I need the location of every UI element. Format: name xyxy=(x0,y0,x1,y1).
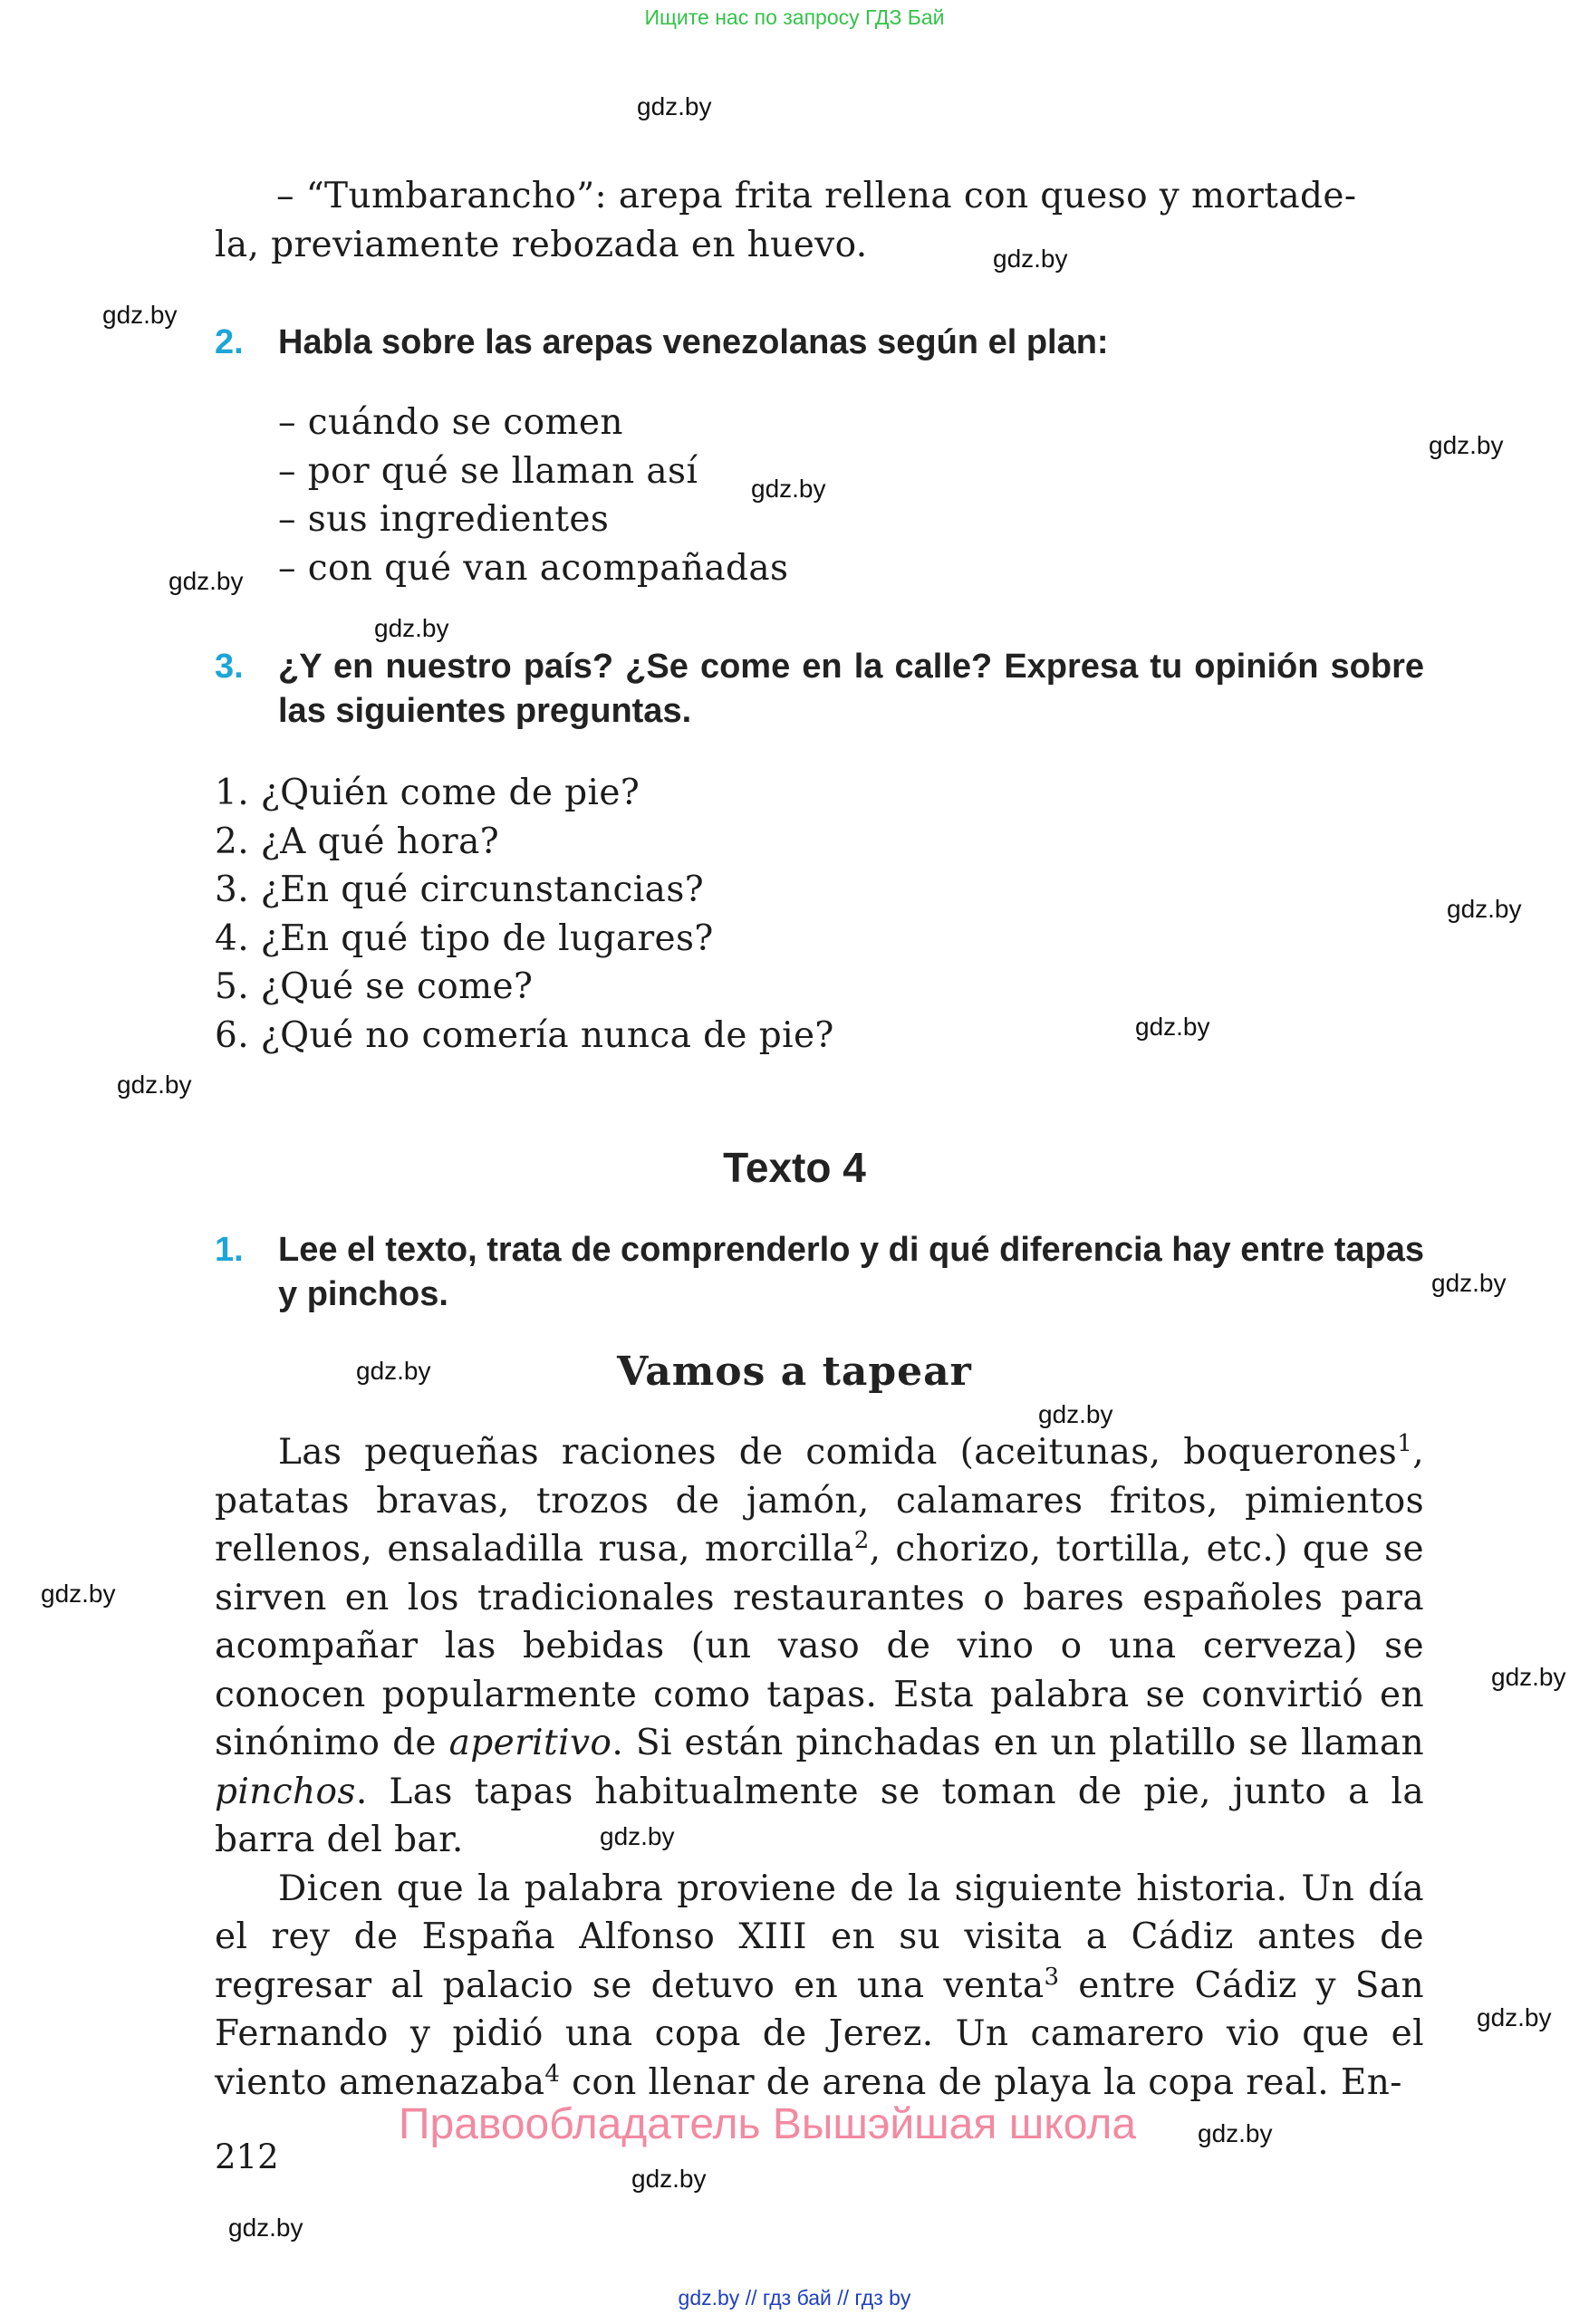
footnote-marker: 1 xyxy=(1397,1430,1413,1457)
task-instruction: Lee el texto, trata de comprenderlo y di qué diferencia hay entre tapas y pinchos. xyxy=(278,1231,1424,1313)
task-number: 3. xyxy=(215,648,244,686)
reading-paragraph xyxy=(215,1865,1424,2108)
footnote-marker: 4 xyxy=(544,2060,561,2088)
footnote-marker: 2 xyxy=(853,1527,870,1554)
watermark: gdz.by xyxy=(356,1357,431,1385)
list-item: 2. ¿A qué hora? xyxy=(215,821,500,862)
watermark: gdz.by xyxy=(228,2214,303,2242)
task-instruction: Habla sobre las arepas venezolanas según el plan: xyxy=(278,323,1109,361)
watermark: gdz.by xyxy=(374,614,449,642)
task-3 xyxy=(215,645,1424,734)
copyright-notice: Правообладатель Вышэйшая школа xyxy=(399,2100,1137,2148)
page-number: 212 xyxy=(215,2137,279,2176)
watermark: gdz.by xyxy=(102,301,178,329)
watermark: gdz.by xyxy=(1429,431,1504,459)
watermark: gdz.by xyxy=(169,567,244,595)
list-item: 5. ¿Qué se come? xyxy=(215,966,534,1007)
list-item: 4. ¿En qué tipo de lugares? xyxy=(215,917,714,959)
intro-text xyxy=(215,172,1424,269)
list-item: – sus ingredientes xyxy=(278,499,610,540)
text-run: entre Cádiz y San Fernando y pidió una copa de Jerez. Un camarero vio que el viento amenazaba xyxy=(215,1964,1424,2103)
footer-links[interactable]: gdz.by // гдз бай // гдз by xyxy=(678,2286,911,2310)
footnote-marker: 3 xyxy=(1044,1963,1060,1991)
text-run: Dicen que la palabra proviene de la siguiente historia. Un día el rey de España Alfonso XIII en su visita a Cádiz antes de regresar al palacio se detuvo en una venta xyxy=(215,1868,1424,2006)
reading-paragraph xyxy=(215,1428,1424,1865)
task-number: 1. xyxy=(215,1231,244,1269)
watermark: gdz.by xyxy=(600,1822,675,1850)
watermark: gdz.by xyxy=(1447,895,1522,923)
list-item: – con qué van acompañadas xyxy=(278,547,789,589)
task-instruction: ¿Y en nuestro país? ¿Se come en la calle? Expresa tu opinión sobre las siguientes preguntas. xyxy=(278,648,1424,730)
top-banner[interactable]: Ищите нас по запросу ГДЗ Бай xyxy=(644,5,945,29)
reading-title: Vamos a tapear xyxy=(617,1349,972,1395)
watermark: gdz.by xyxy=(1477,2003,1552,2031)
text-run: , patatas bravas, trozos de jamón, calamares fritos, pimientos rellenos, ensaladilla rusa, morcilla xyxy=(215,1432,1424,1570)
watermark: gdz.by xyxy=(1491,1663,1566,1691)
emphasis: aperitivo xyxy=(448,1723,612,1763)
task-2 xyxy=(215,321,1424,365)
section-heading: Texto 4 xyxy=(723,1144,866,1191)
text-run: . Si están pinchadas en un platillo se llaman xyxy=(612,1723,1424,1763)
watermark: gdz.by xyxy=(1431,1269,1507,1297)
list-item: 6. ¿Qué no comería nunca de pie? xyxy=(215,1014,834,1056)
watermark: gdz.by xyxy=(993,245,1068,273)
list-item: 1. ¿Quién come de pie? xyxy=(215,773,640,813)
task-1 xyxy=(215,1228,1424,1317)
watermark: gdz.by xyxy=(637,92,712,120)
list-item: – por qué se llaman así xyxy=(278,450,698,492)
reading-body xyxy=(215,1428,1424,2107)
emphasis: pinchos xyxy=(215,1771,356,1812)
watermark: gdz.by xyxy=(631,2165,707,2193)
task-3-question-list xyxy=(215,769,834,1060)
watermark: gdz.by xyxy=(1198,2119,1273,2147)
intro-line: la, previamente rebozada en huevo. xyxy=(215,224,868,265)
text-run: . Las tapas habitualmente se toman de pie, junto a la barra del bar. xyxy=(215,1771,1424,1860)
text-run: , chorizo, tortilla, etc.) que se sirven en los tradicionales restaurantes o bares españoles para acompañar las bebidas (un vaso de vino o una cerveza) se conocen popularmente como tapas. Esta palabra se convirtió en sinónimo de xyxy=(215,1529,1425,1763)
watermark: gdz.by xyxy=(41,1580,116,1608)
text-run: con llenar de arena de playa la copa real. En- xyxy=(560,2061,1402,2103)
intro-line: – “Tumbarancho”: arepa frita rellena con queso y mortade- xyxy=(276,176,1357,216)
task-2-plan-list xyxy=(278,399,788,592)
watermark: gdz.by xyxy=(117,1071,192,1099)
text-run: Las pequeñas raciones de comida (aceitunas, boquerones xyxy=(278,1432,1398,1473)
watermark: gdz.by xyxy=(1135,1013,1210,1041)
watermark: gdz.by xyxy=(1038,1400,1113,1428)
watermark: gdz.by xyxy=(751,475,826,503)
task-number: 2. xyxy=(215,323,244,361)
list-item: 3. ¿En qué circunstancias? xyxy=(215,869,705,910)
list-item: – cuándo se comen xyxy=(278,402,623,443)
